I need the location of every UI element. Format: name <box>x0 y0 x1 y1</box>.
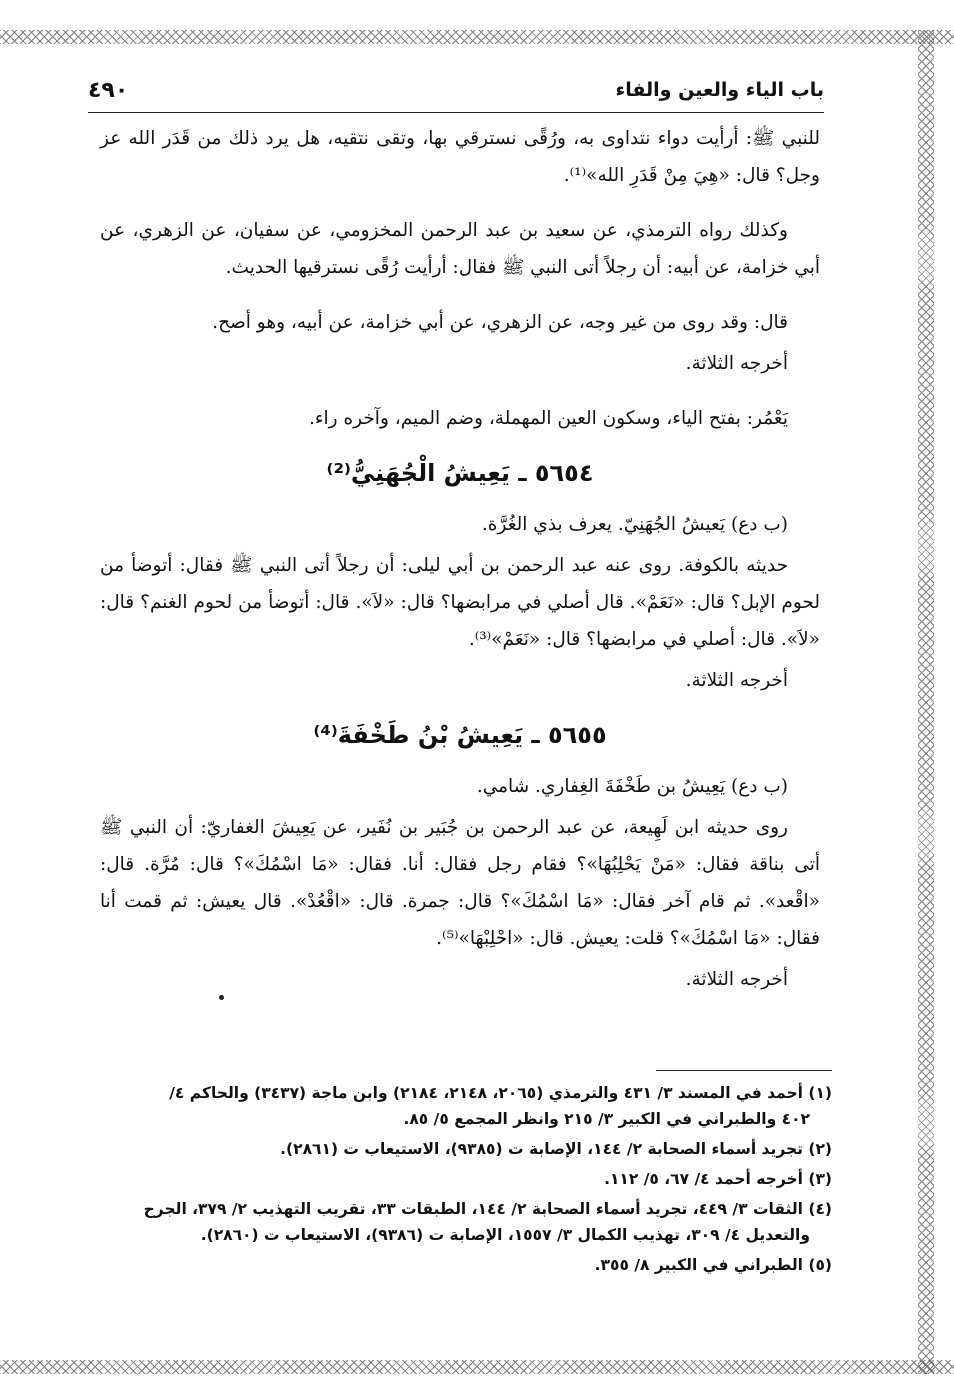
paragraph-6: (ب دع) يَعيشُ الجُهَنِيّ. يعرف بذي الغُرَّة. <box>481 514 788 535</box>
paragraph-1: للنبي ﷺ: أرأيت دواء نتداوى به، ورُقًى نسترقي بها، وتقى نتقيه، هل يرد ذلك من قَدَر الله عز وجل؟ قال: «هِيَ مِنْ قَدَرِ الله»⁽¹⁾. <box>100 128 820 186</box>
paragraph-8: أخرجه الثلاثة. <box>685 670 788 691</box>
footnote-text: (٥) الطبراني في الكبير ٨/ ٣٥٥. <box>594 1256 832 1274</box>
ornamental-border-right <box>918 30 934 1374</box>
page-header <box>88 68 824 113</box>
paragraph-2: وكذلك رواه الترمذي، عن سعيد بن عبد الرحمن المخزومي، عن سفيان، عن الزهري، عن أبي خزامة، عن أبيه: أن رجلاً أتى النبي ﷺ فقال: أرأيت رُقًى نسترقيها الحديث. <box>100 220 820 278</box>
paragraph-11: أخرجه الثلاثة. <box>685 969 788 990</box>
footnote-3 <box>88 1166 832 1192</box>
footnote-continuation: ٤٠٢ والطبراني في الكبير ٣/ ٢١٥ وانظر المجمع ٥/ ٨٥. <box>403 1110 810 1128</box>
footnote-text: (١) أحمد في المسند ٣/ ٤٣١ والترمذي (٢٠٦٥، ٢١٤٨، ٢١٨٤) وابن ماجة (٣٤٣٧) والحاكم ٤/ <box>169 1084 832 1102</box>
paragraph-3: قال: وقد روى من غير وجه، عن الزهري، عن أبي خزامة، عن أبيه، وهو أصح. <box>212 312 788 333</box>
footnote-5 <box>88 1252 832 1278</box>
paragraph-9: (ب دع) يَعِيشُ بن طَخْفَةَ الغِفاري. شامي. <box>476 776 788 797</box>
ornamental-border-bottom <box>0 1360 954 1374</box>
entry-heading-5654: ٥٦٥٤ ـ يَعِيشُ الْجُهَنِيُّ⁽²⁾ <box>326 459 594 487</box>
page-number: ٤٩٠ <box>88 77 129 103</box>
footnote-2 <box>88 1136 832 1162</box>
footnote-text: (٢) تجريد أسماء الصحابة ٢/ ١٤٤، الإصابة ت (٩٣٨٥)، الاستيعاب ت (٢٨٦١). <box>280 1140 832 1158</box>
paragraph-10: روى حديثه ابن لَهِيعة، عن عبد الرحمن بن جُبَير بن نُفَير، عن يَعِيشَ الغفاريّ: أن النبي ﷺ أتى بناقة فقال: «مَنْ يَحْلِبُهَا»؟ فقام رجل فقال: أنا. فقال: «مَا اسْمُكَ»؟ قال: مُرَّة. قال: «اقْعد». ثم قام آخر فقال: «مَا اسْمُكَ»؟ قال: جمرة. قال: «اقْعُدْ». قال يعيش: ثم قمت أنا فقال: «مَا اسْمُكَ»؟ قلت: يعيش. قال: «احْلِبْهَا»⁽⁵⁾. <box>100 817 820 949</box>
paragraph-4: أخرجه الثلاثة. <box>685 353 788 374</box>
chapter-title: باب الياء والعين والفاء <box>615 79 824 101</box>
stray-dot <box>219 995 224 1000</box>
main-text <box>100 120 820 1016</box>
footnote-continuation: والتعديل ٤/ ٣٠٩، تهذيب الكمال ٣/ ١٥٥٧، الإصابة ت (٩٣٨٦)، الاستيعاب ت (٢٨٦٠). <box>200 1226 810 1244</box>
footnote-4 <box>88 1196 832 1248</box>
footnote-text: (٤) الثقات ٣/ ٤٤٩، تجريد أسماء الصحابة ٢/ ١٤٤، الطبقات ٣٣، تقريب التهذيب ٢/ ٣٧٩، الجرح <box>143 1200 832 1218</box>
ornamental-border-top <box>0 30 954 44</box>
footnote-separator <box>656 1070 832 1071</box>
paragraph-5: يَعْمُر: بفتح الياء، وسكون العين المهملة، وضم الميم، وآخره راء. <box>308 408 788 429</box>
footnote-1 <box>88 1080 832 1132</box>
entry-heading-5655: ٥٦٥٥ ـ يَعِيشُ بْنُ طَخْفَةَ⁽⁴⁾ <box>313 721 607 749</box>
footnotes <box>88 1080 832 1282</box>
paragraph-7: حديثه بالكوفة. روى عنه عبد الرحمن بن أبي ليلى: أن رجلاً أتى النبي ﷺ فقال: أتوضأ من لحوم الإبل؟ قال: «نَعَمْ». قال أصلي في مرابضها؟ قال: «لاَ». قال: أتوضأ من لحوم الغنم؟ قال: «لاَ». قال: أصلي في مرابضها؟ قال: «نَعَمْ»⁽³⁾. <box>100 555 820 650</box>
footnote-text: (٣) أخرجه أحمد ٤/ ٦٧، ٥/ ١١٢. <box>604 1170 832 1188</box>
